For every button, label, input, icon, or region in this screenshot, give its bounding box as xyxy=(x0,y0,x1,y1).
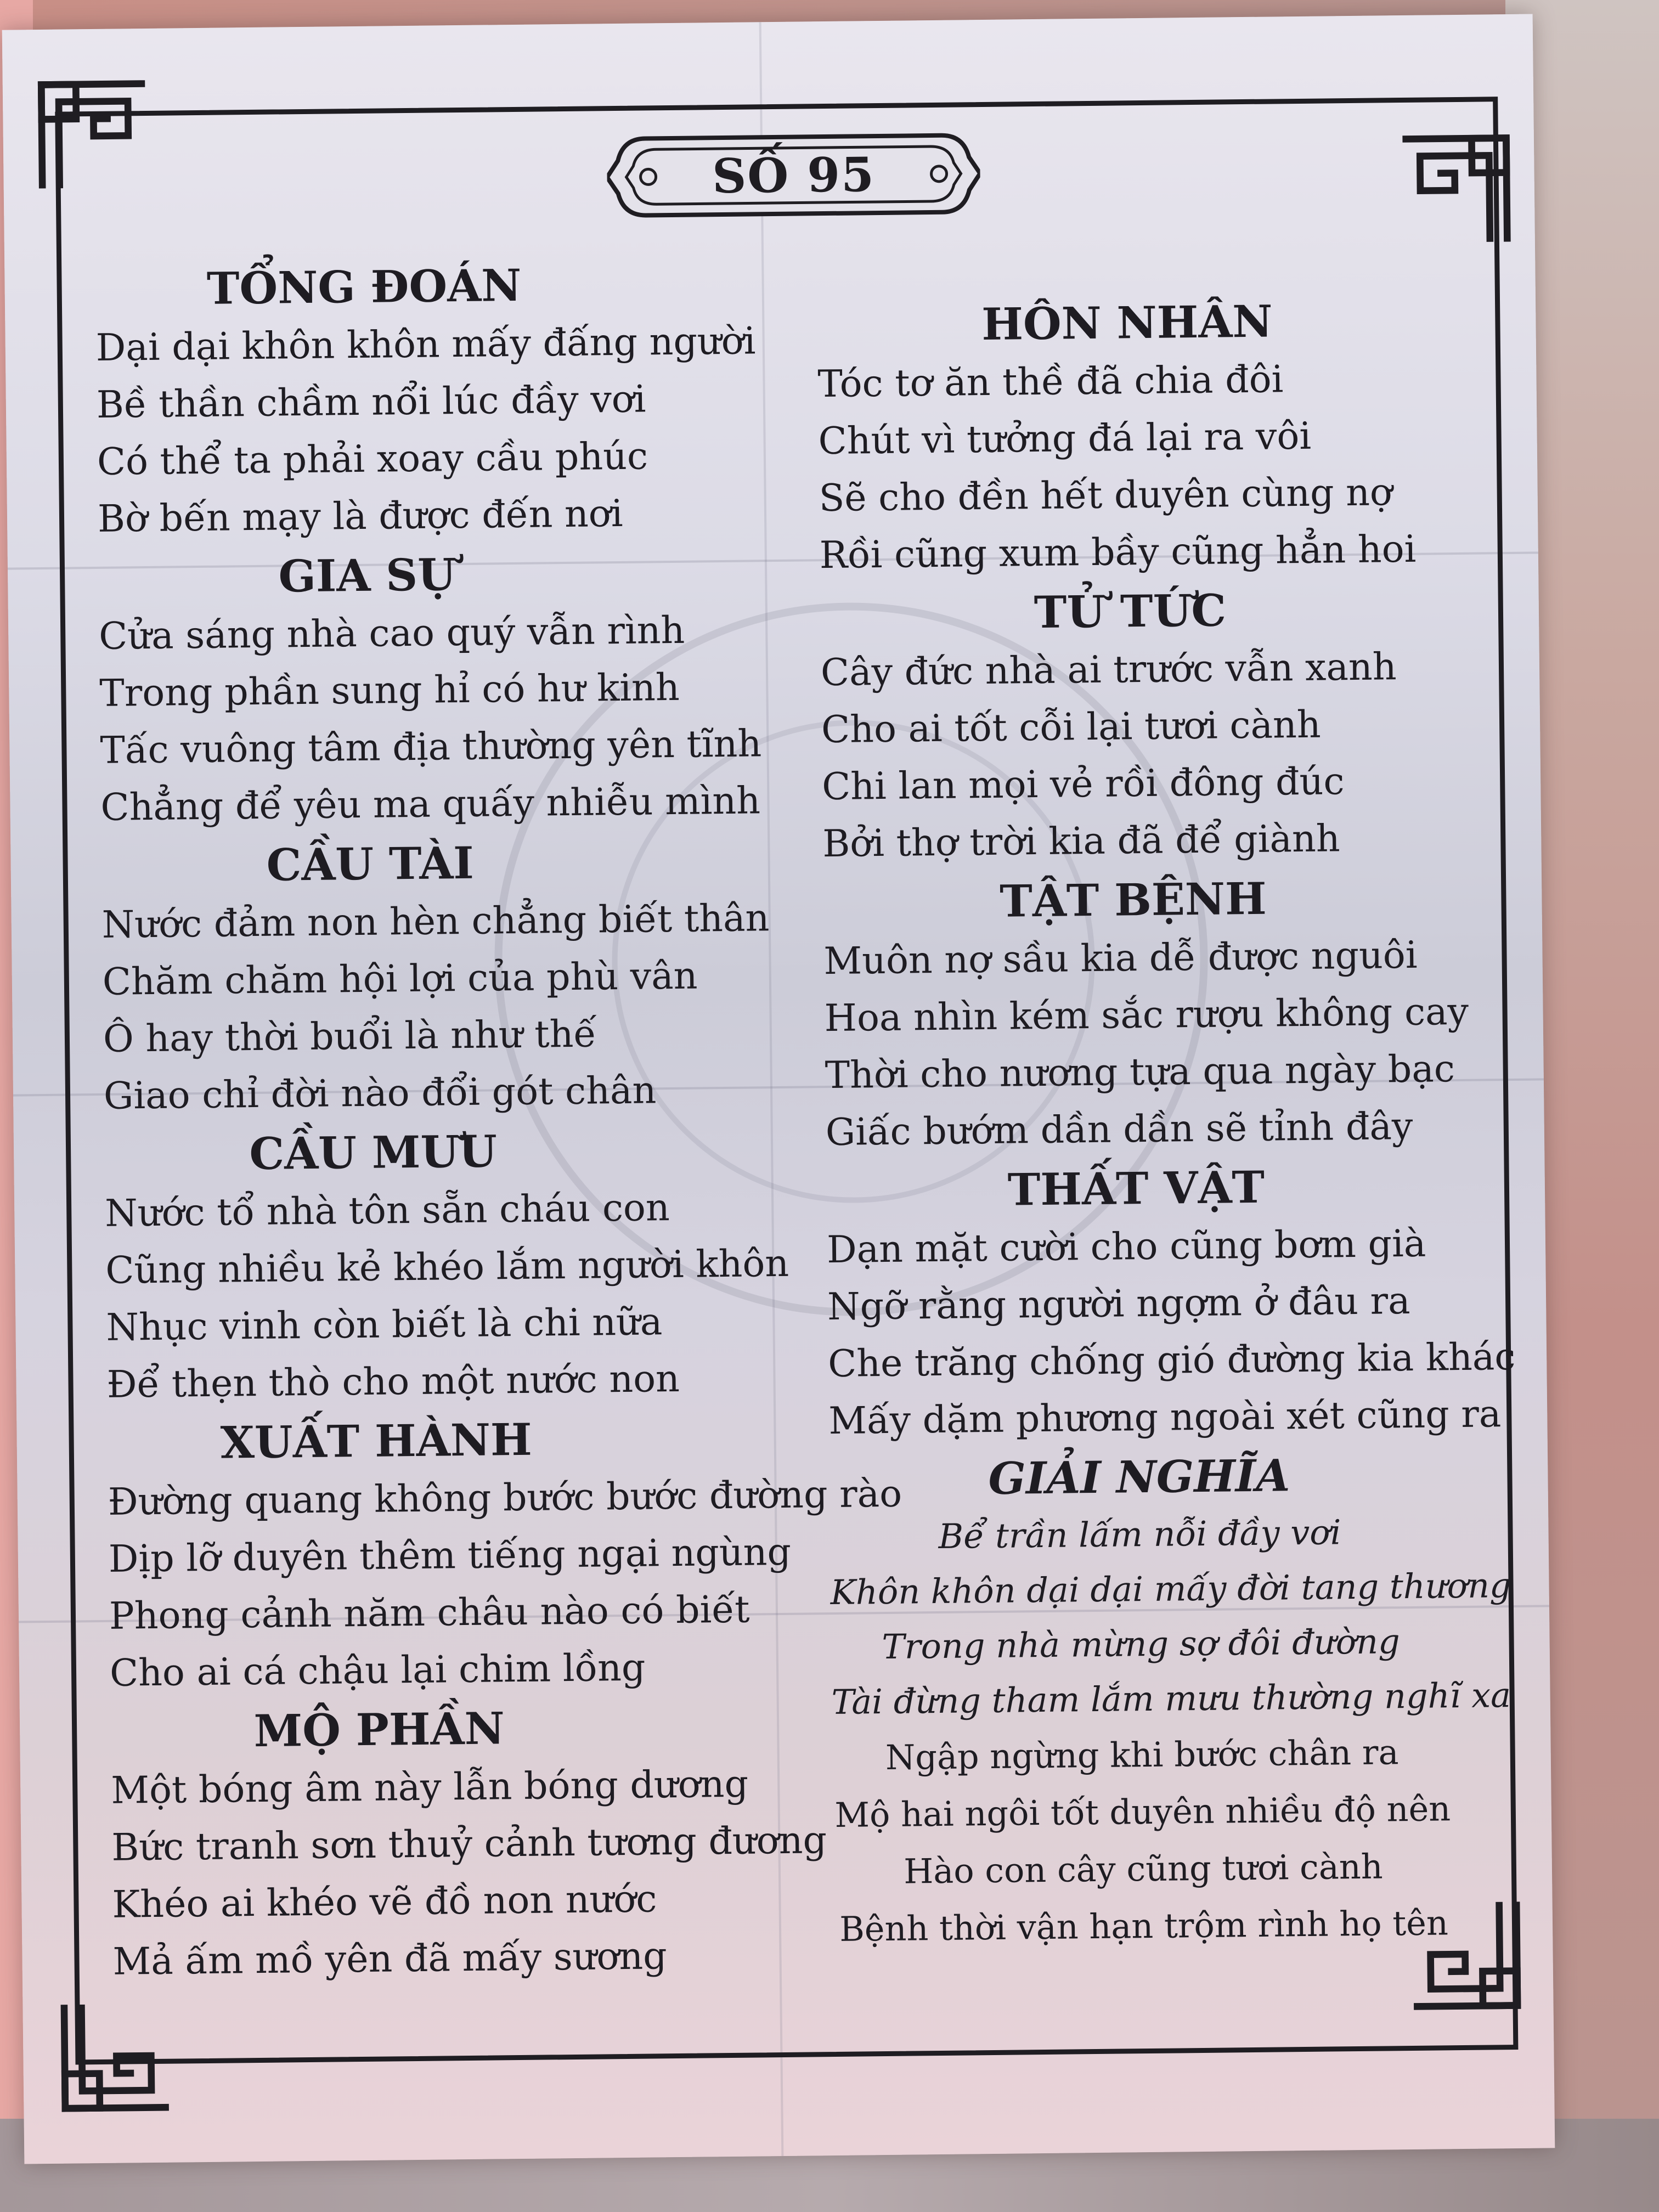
verse-line: Trong nhà mừng sợ đôi đường xyxy=(882,1621,1401,1667)
verse-line: Cho ai tốt cỗi lại tươi cành xyxy=(821,703,1322,752)
verse-line: Để thẹn thò cho một nước non xyxy=(106,1357,680,1407)
section-gia-su xyxy=(98,540,814,837)
section-heading: MỘ PHẦN xyxy=(253,1702,505,1757)
section-giai-nghia-continued xyxy=(832,1723,1492,1958)
verse-line: Tấc vuông tâm địa thường yên tĩnh xyxy=(100,722,762,772)
left-column xyxy=(95,252,902,1990)
section-heading: XUẤT HÀNH xyxy=(220,1413,532,1469)
verse-line: Đường quang không bước bước đường rào xyxy=(108,1472,902,1524)
section-heading: CẦU TÀI xyxy=(266,837,475,891)
verse-line: Chăm chăm hội lợi của phù vân xyxy=(102,954,698,1004)
verse-line: Ngập ngừng khi bước chân ra xyxy=(885,1732,1399,1778)
corner-ornament-icon xyxy=(36,78,152,194)
section-xuat-hanh xyxy=(107,1406,902,1702)
verse-line: Hào con cây cũng tươi cành xyxy=(903,1846,1383,1892)
verse-line: Cây đức nhà ai trước vẫn xanh xyxy=(820,645,1397,695)
verse-line: Rồi cũng xum bầy cũng hẳn hoi xyxy=(819,527,1417,578)
number-plaque xyxy=(607,124,981,227)
page-title: SỐ 95 xyxy=(712,146,876,204)
corner-ornament-icon xyxy=(58,1998,174,2114)
section-mo-phan xyxy=(110,1695,826,1991)
verse-line: Khôn khôn dại dại mấy đời tang thương xyxy=(830,1565,1511,1613)
verse-line: Ô hay thời buổi là như thế xyxy=(103,1012,597,1061)
verse-line: Bức tranh sơn thuỷ cảnh tương đương xyxy=(111,1819,827,1870)
verse-line: Giấc bướm dần dần sẽ tỉnh đây xyxy=(825,1104,1413,1155)
verse-line: Tài đừng tham lắm mưu thường nghĩ xa xyxy=(831,1675,1511,1723)
verse-line: Nhục vinh còn biết là chi nữa xyxy=(106,1300,663,1350)
verse-line: Bề thần chầm nổi lúc đầy vơi xyxy=(96,377,646,427)
section-heading: TỔNG ĐOÁN xyxy=(206,259,522,314)
verse-line: Trong phần sung hỉ có hư kinh xyxy=(99,665,680,715)
section-heading: TỬ TỨC xyxy=(1034,584,1227,639)
verse-line: Dạn mặt cười cho cũng bơm già xyxy=(826,1222,1426,1272)
section-heading: HÔN NHÂN xyxy=(981,295,1273,351)
verse-line: Cửa sáng nhà cao quý vẫn rình xyxy=(98,608,685,658)
right-column xyxy=(817,289,1516,1958)
verse-line: Ngỡ rằng người ngợm ở đâu ra xyxy=(827,1279,1410,1329)
verse-line: Một bóng âm này lẫn bóng dương xyxy=(110,1762,749,1813)
verse-line: Bệnh thời vận hạn trộm rình họ tên xyxy=(839,1903,1449,1949)
section-heading: TẬT BỆNH xyxy=(999,872,1267,927)
section-heading: GIA SỰ xyxy=(278,549,456,602)
verse-line: Hoa nhìn kém sắc rượu không cay xyxy=(824,990,1469,1041)
verse-line: Chẳng để yêu ma quấy nhiễu mình xyxy=(100,779,761,830)
verse-line: Muôn nợ sầu kia dễ được nguôi xyxy=(823,933,1418,984)
section-heading: CẦU MƯU xyxy=(249,1125,498,1180)
verse-line: Chi lan mọi vẻ rồi đông đúc xyxy=(821,760,1345,809)
verse-line: Cũng nhiều kẻ khéo lắm người khôn xyxy=(105,1242,789,1293)
verse-line: Chút vì tưởng đá lại ra vôi xyxy=(818,414,1312,464)
verse-line: Mấy dặm phương ngoài xét cũng ra xyxy=(828,1392,1502,1443)
verse-line: Khéo ai khéo vẽ đồ non nước xyxy=(112,1877,657,1927)
verse-line: Dịp lỡ duyên thêm tiếng ngại ngùng xyxy=(108,1530,792,1581)
verse-line: Cho ai cá chậu lại chim lồng xyxy=(109,1646,646,1695)
verse-line: Bởi thợ trời kia đã để giành xyxy=(822,817,1340,866)
verse-line: Thời cho nương tựa qua ngày bạc xyxy=(825,1047,1455,1098)
section-cau-muu xyxy=(104,1118,820,1414)
corner-ornament-icon xyxy=(1397,132,1513,249)
verse-line: Có thể ta phải xoay cầu phúc xyxy=(97,435,648,484)
section-cau-tai xyxy=(101,829,817,1125)
verse-line: Dại dại khôn khôn mấy đấng người xyxy=(95,319,756,370)
verse-line: Bể trần lấm nỗi đầy vơi xyxy=(938,1512,1341,1556)
section-tu-tuc xyxy=(820,578,1481,873)
verse-line: Mộ hai ngôi tốt duyên nhiều độ nên xyxy=(834,1788,1451,1835)
verse-line: Nước đảm non hèn chẳng biết thân xyxy=(101,896,770,947)
verse-line: Phong cảnh năm châu nào có biết xyxy=(109,1588,750,1638)
section-giai-nghia xyxy=(829,1443,1511,1730)
section-heading: THẤT VẬT xyxy=(1007,1161,1265,1216)
verse-line: Mả ấm mồ yên đã mấy sương xyxy=(112,1934,668,1984)
verse-line: Tóc tơ ăn thề đã chia đôi xyxy=(817,358,1284,407)
fortune-paper xyxy=(2,14,1555,2164)
verse-line: Giao chỉ đời nào đổi gót chân xyxy=(103,1069,657,1118)
section-tong-doan xyxy=(95,252,811,548)
verse-line: Bờ bến mạy là được đến nơi xyxy=(97,492,623,541)
section-hon-nhan xyxy=(817,289,1478,585)
section-heading: GIẢI NGHĨA xyxy=(988,1449,1290,1505)
verse-line: Sẽ cho đền hết duyên cùng nợ xyxy=(819,471,1393,521)
section-that-vat xyxy=(826,1155,1516,1451)
section-tat-benh xyxy=(823,866,1484,1162)
verse-line: Che trăng chống gió đường kia khác xyxy=(827,1335,1516,1386)
verse-line: Nước tổ nhà tôn sẵn cháu con xyxy=(104,1186,670,1235)
